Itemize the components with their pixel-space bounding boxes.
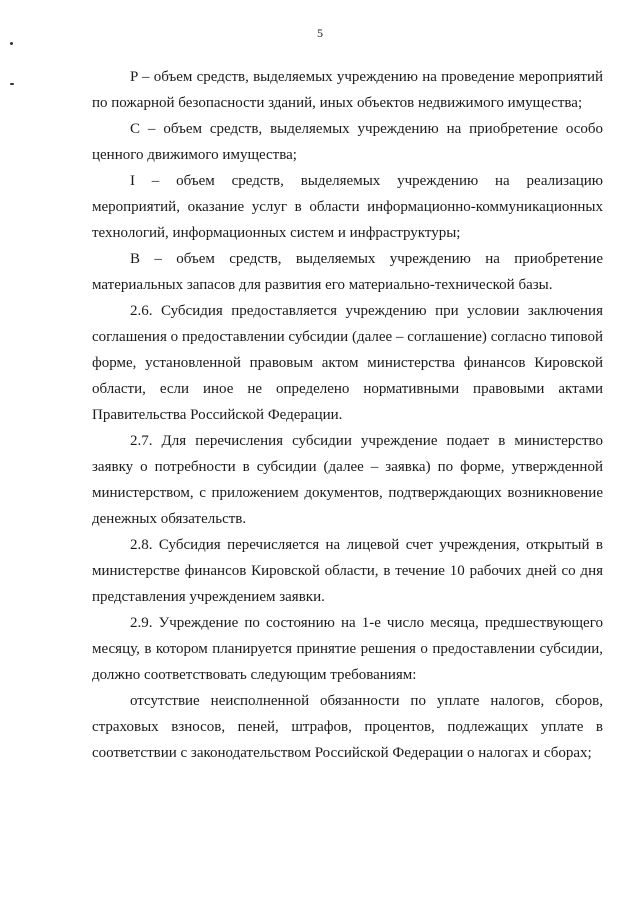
paragraph: P – объем средств, выделяемых учреждению на проведение мероприятий по пожарной безопасности зданий, иных объектов недвижимого имущества; bbox=[92, 69, 603, 111]
paragraph: 2.7. Для перечисления субсидии учреждение подает в министерство заявку о потребности в субсидии (далее – заявка) по форме, утвержденной министерством, с приложением документов, подтверждающих возникновение денежных обязательств. bbox=[92, 433, 603, 527]
scan-mark bbox=[10, 42, 13, 45]
paragraph: 2.6. Субсидия предоставляется учреждению при условии заключения соглашения о предоставлении субсидии (далее – соглашение) согласно типовой форме, установленной правовым актом министерства финансов Кировской области, если иное не определено нормативными правовыми актами Правительства Российской Федерации. bbox=[92, 303, 603, 423]
page-number: 5 bbox=[317, 26, 323, 40]
paragraph: C – объем средств, выделяемых учреждению на приобретение особо ценного движимого имущества; bbox=[92, 121, 603, 163]
paragraph: 2.8. Субсидия перечисляется на лицевой счет учреждения, открытый в министерстве финансов Кировской области, в течение 10 рабочих дней со дня представления учреждением заявки. bbox=[92, 537, 603, 605]
paragraph: отсутствие неисполненной обязанности по уплате налогов, сборов, страховых взносов, пеней, штрафов, процентов, подлежащих уплате в соответствии с законодательством Российской Федерации о налогах и сборах; bbox=[92, 693, 603, 761]
paragraph: 2.9. Учреждение по состоянию на 1-е число месяца, предшествующего месяцу, в котором планируется принятие решения о предоставлении субсидии, должно соответствовать следующим требованиям: bbox=[92, 615, 603, 683]
document-body bbox=[92, 64, 603, 766]
paragraph: B – объем средств, выделяемых учреждению на приобретение материальных запасов для развития его материально-технической базы. bbox=[92, 251, 603, 293]
scan-mark bbox=[10, 83, 14, 85]
paragraph: I – объем средств, выделяемых учреждению на реализацию мероприятий, оказание услуг в области информационно-коммуникационных технологий, информационных систем и инфраструктуры; bbox=[92, 173, 603, 241]
